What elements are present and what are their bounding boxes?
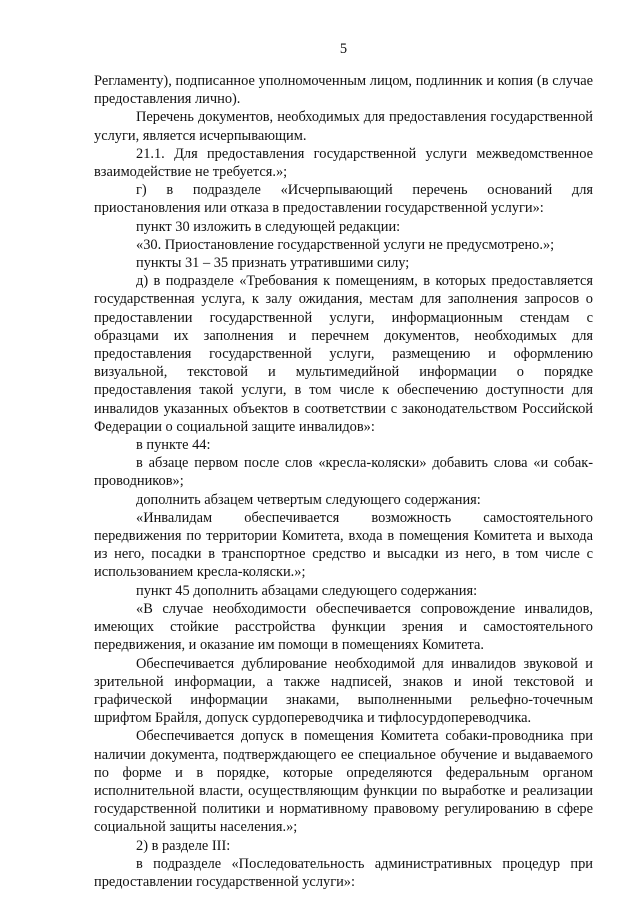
paragraph: д) в подразделе «Требования к помещениям, в которых предоставляется государственная услуга, к залу ожидания, местам для заполнения запросов о предоставлении государственной услуги, информационным стендам с образцами их заполнения и перечнем документов, необходимых для предоставления государственной услуги, размещению и оформлению визуальной, текстовой и мультимедийной информации о порядке предоставления такой услуги, в том числе к обеспечению доступности для инвалидов указанных объектов в соответствии с законодательством Российской Федерации о социальной защите инвалидов»: xyxy=(94,273,593,435)
paragraph: «Инвалидам обеспечивается возможность самостоятельного передвижения по территории Комитета, входа в помещения Комитета и выхода из него, посадки в транспортное средство и высадки из него, в том числе с использованием кресла-коляски.»; xyxy=(94,509,593,581)
page-number: 5 xyxy=(339,41,348,57)
paragraph: в абзаце первом после слов «кресла-коляски» добавить слова «и собак-проводников»; xyxy=(94,455,593,490)
paragraph: Обеспечивается дублирование необходимой для инвалидов звуковой и зрительной информации, а также надписей, знаков и иной текстовой и графической информации знаками, выполненными рельефно-точечным шрифтом Брайля, допуск сурдопереводчика и тифлосурдопереводчика. xyxy=(94,655,593,727)
document-body xyxy=(94,72,593,891)
paragraph: 2) в разделе III: xyxy=(136,837,231,854)
paragraph: пункт 30 изложить в следующей редакции: xyxy=(136,218,401,235)
paragraph: в подразделе «Последовательность административных процедур при предоставлении государственной услуги»: xyxy=(94,855,593,890)
paragraph: «В случае необходимости обеспечивается сопровождение инвалидов, имеющих стойкие расстройства функции зрения и самостоятельного передвижения, и оказание им помощи в помещениях Комитета. xyxy=(94,600,593,654)
paragraph: «30. Приостановление государственной услуги не предусмотрено.»; xyxy=(136,236,555,253)
paragraph: пункты 31 – 35 признать утратившими силу; xyxy=(136,255,410,272)
paragraph: Обеспечивается допуск в помещения Комитета собаки-проводника при наличии документа, подтверждающего ее специальное обучение и выдаваемого по форме и в порядке, которые определяются федеральным органом исполнительной власти, осуществляющим функции по выработке и реализации государственной политики и нормативному правовому регулированию в сфере социальной защиты населения.»; xyxy=(94,728,593,836)
paragraph: дополнить абзацем четвертым следующего содержания: xyxy=(136,491,481,508)
paragraph: Перечень документов, необходимых для предоставления государственной услуги, является исчерпывающим. xyxy=(94,109,593,144)
paragraph: Регламенту), подписанное уполномоченным лицом, подлинник и копия (в случае предоставления лично). xyxy=(94,73,593,108)
paragraph: г) в подразделе «Исчерпывающий перечень оснований для приостановления или отказа в предоставлении государственной услуги»: xyxy=(94,182,593,217)
paragraph: в пункте 44: xyxy=(136,437,211,454)
paragraph: пункт 45 дополнить абзацами следующего содержания: xyxy=(136,582,478,599)
paragraph: 21.1. Для предоставления государственной услуги межведомственное взаимодействие не требуется.»; xyxy=(94,145,593,181)
